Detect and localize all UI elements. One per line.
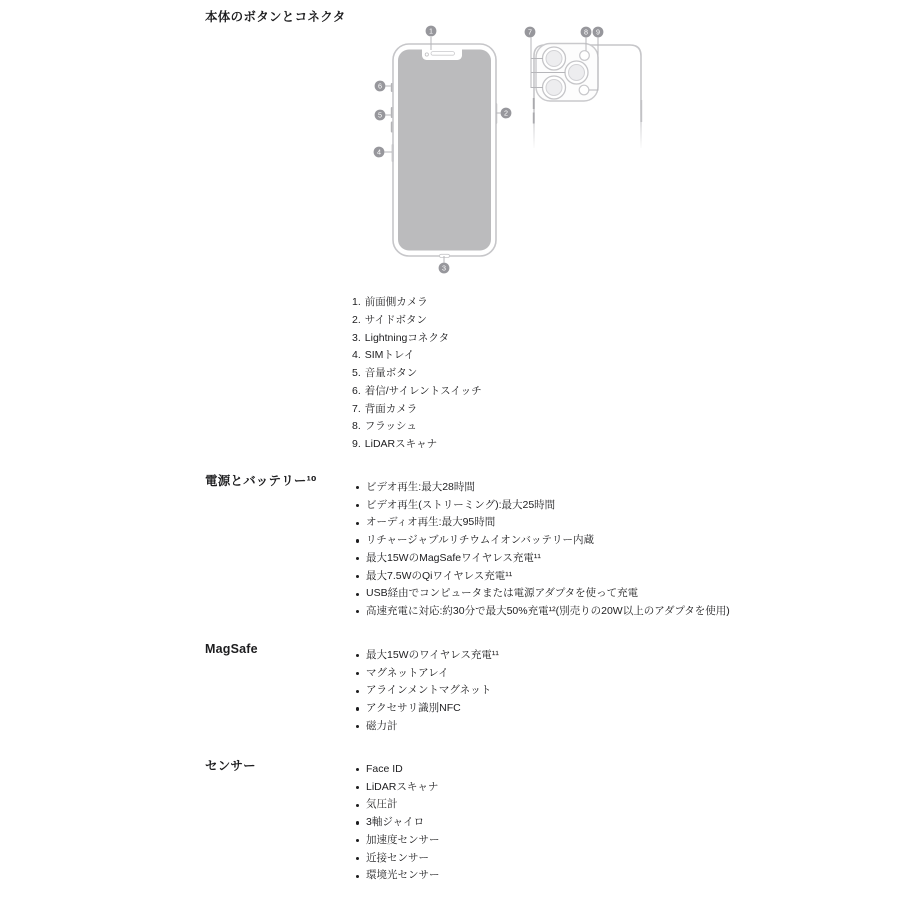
spec-item: 磁力計 bbox=[355, 718, 499, 736]
callout-3 bbox=[439, 263, 450, 274]
section-label-power-battery: 電源とバッテリー¹⁰ bbox=[205, 474, 317, 488]
spec-item: 最大7.5WのQiワイヤレス充電¹¹ bbox=[355, 568, 730, 586]
spec-item: マグネットアレイ bbox=[355, 665, 499, 683]
legend-num: 5. bbox=[352, 367, 361, 379]
spec-item: LiDARスキャナ bbox=[355, 779, 440, 797]
legend-label: LiDARスキャナ bbox=[364, 438, 438, 450]
callout-8 bbox=[581, 27, 592, 38]
spec-item: 高速充電に対応:約30分で最大50%充電¹²(別売りの20W以上のアダプタを使用) bbox=[355, 603, 730, 621]
legend-item-7 bbox=[352, 401, 482, 419]
legend-label: Lightningコネクタ bbox=[364, 331, 450, 344]
back-side-button bbox=[640, 100, 642, 122]
svg-text:4: 4 bbox=[377, 147, 381, 157]
legend-num: 6. bbox=[352, 384, 361, 397]
spec-item: ビデオ再生(ストリーミング):最大25時間 bbox=[355, 497, 730, 515]
legend-item-6 bbox=[352, 383, 482, 401]
section-label-sensors: センサー bbox=[205, 759, 256, 773]
spec-list-magsafe bbox=[355, 647, 499, 736]
legend-label: SIMトレイ bbox=[364, 349, 415, 362]
callout-6 bbox=[375, 81, 386, 92]
legend-num: 1. bbox=[352, 296, 361, 308]
spec-item: リチャージャブルリチウムイオンバッテリー内蔵 bbox=[355, 532, 730, 550]
spec-item: 近接センサー bbox=[355, 850, 440, 868]
flash bbox=[580, 51, 590, 61]
device-diagram bbox=[368, 20, 653, 278]
svg-text:2: 2 bbox=[504, 108, 508, 118]
earpiece-speaker bbox=[431, 52, 455, 56]
legend-num: 3. bbox=[352, 331, 361, 344]
callout-9 bbox=[593, 27, 604, 38]
spec-item: USB経由でコンピュータまたは電源アダプタを使って充電 bbox=[355, 585, 730, 603]
rear-camera-lens-top bbox=[543, 47, 566, 70]
spec-item: アラインメントマグネット bbox=[355, 682, 499, 700]
legend-label: 前面側カメラ bbox=[364, 296, 428, 308]
section-label-magsafe: MagSafe bbox=[205, 642, 258, 656]
svg-text:5: 5 bbox=[378, 110, 382, 120]
legend-item-1 bbox=[352, 294, 482, 312]
legend-num: 9. bbox=[352, 438, 361, 450]
spec-item: オーディオ再生:最大95時間 bbox=[355, 514, 730, 532]
spec-item: 3軸ジャイロ bbox=[355, 814, 440, 832]
legend-item-9 bbox=[352, 436, 482, 454]
spec-item: 最大15Wのワイヤレス充電¹¹ bbox=[355, 647, 499, 665]
legend-item-8 bbox=[352, 418, 482, 436]
legend-label: 背面カメラ bbox=[364, 402, 418, 415]
legend-list bbox=[352, 294, 482, 454]
callout-7 bbox=[525, 27, 536, 38]
spec-item: アクセサリ識別NFC bbox=[355, 700, 499, 718]
back-volume-down-button bbox=[533, 113, 535, 124]
svg-text:6: 6 bbox=[378, 81, 382, 91]
spec-item: 環境光センサー bbox=[355, 867, 440, 885]
legend-item-3 bbox=[352, 330, 482, 348]
legend-item-5 bbox=[352, 365, 482, 383]
front-phone bbox=[391, 44, 497, 258]
back-volume-up-button bbox=[533, 98, 535, 109]
legend-label: フラッシュ bbox=[364, 420, 417, 433]
callout-1 bbox=[426, 26, 437, 37]
callout-4 bbox=[374, 147, 385, 158]
spec-item: ビデオ再生:最大28時間 bbox=[355, 479, 730, 497]
legend-label: サイドボタン bbox=[364, 313, 428, 326]
rear-camera-lens-middle bbox=[565, 61, 588, 84]
spec-item: Face ID bbox=[355, 761, 440, 779]
legend-num: 2. bbox=[352, 313, 361, 326]
rear-camera-lens-bottom bbox=[543, 76, 566, 99]
spec-list-power-battery bbox=[355, 479, 730, 621]
svg-text:1: 1 bbox=[429, 26, 433, 36]
svg-text:9: 9 bbox=[596, 27, 600, 37]
front-camera-dot bbox=[425, 53, 428, 56]
lidar-scanner bbox=[579, 85, 589, 95]
spec-list-sensors bbox=[355, 761, 440, 885]
front-phone-screen bbox=[398, 50, 491, 251]
spec-item: 加速度センサー bbox=[355, 832, 440, 850]
legend-label: 音量ボタン bbox=[364, 367, 418, 379]
page-title: 本体のボタンとコネクタ bbox=[205, 10, 346, 24]
legend-item-4 bbox=[352, 347, 482, 365]
svg-text:7: 7 bbox=[528, 27, 532, 37]
legend-num: 8. bbox=[352, 420, 361, 433]
sim-tray bbox=[392, 144, 394, 162]
callout-2 bbox=[501, 108, 512, 119]
svg-text:8: 8 bbox=[584, 27, 588, 37]
legend-label: 着信/サイレントスイッチ bbox=[364, 384, 482, 397]
legend-item-2 bbox=[352, 312, 482, 330]
callout-5 bbox=[375, 110, 386, 121]
spec-item: 気圧計 bbox=[355, 796, 440, 814]
legend-num: 7. bbox=[352, 402, 361, 415]
spec-item: 最大15WのMagSafeワイヤレス充電¹¹ bbox=[355, 550, 730, 568]
svg-text:3: 3 bbox=[442, 263, 446, 273]
back-phone bbox=[533, 44, 642, 149]
legend-num: 4. bbox=[352, 349, 361, 362]
